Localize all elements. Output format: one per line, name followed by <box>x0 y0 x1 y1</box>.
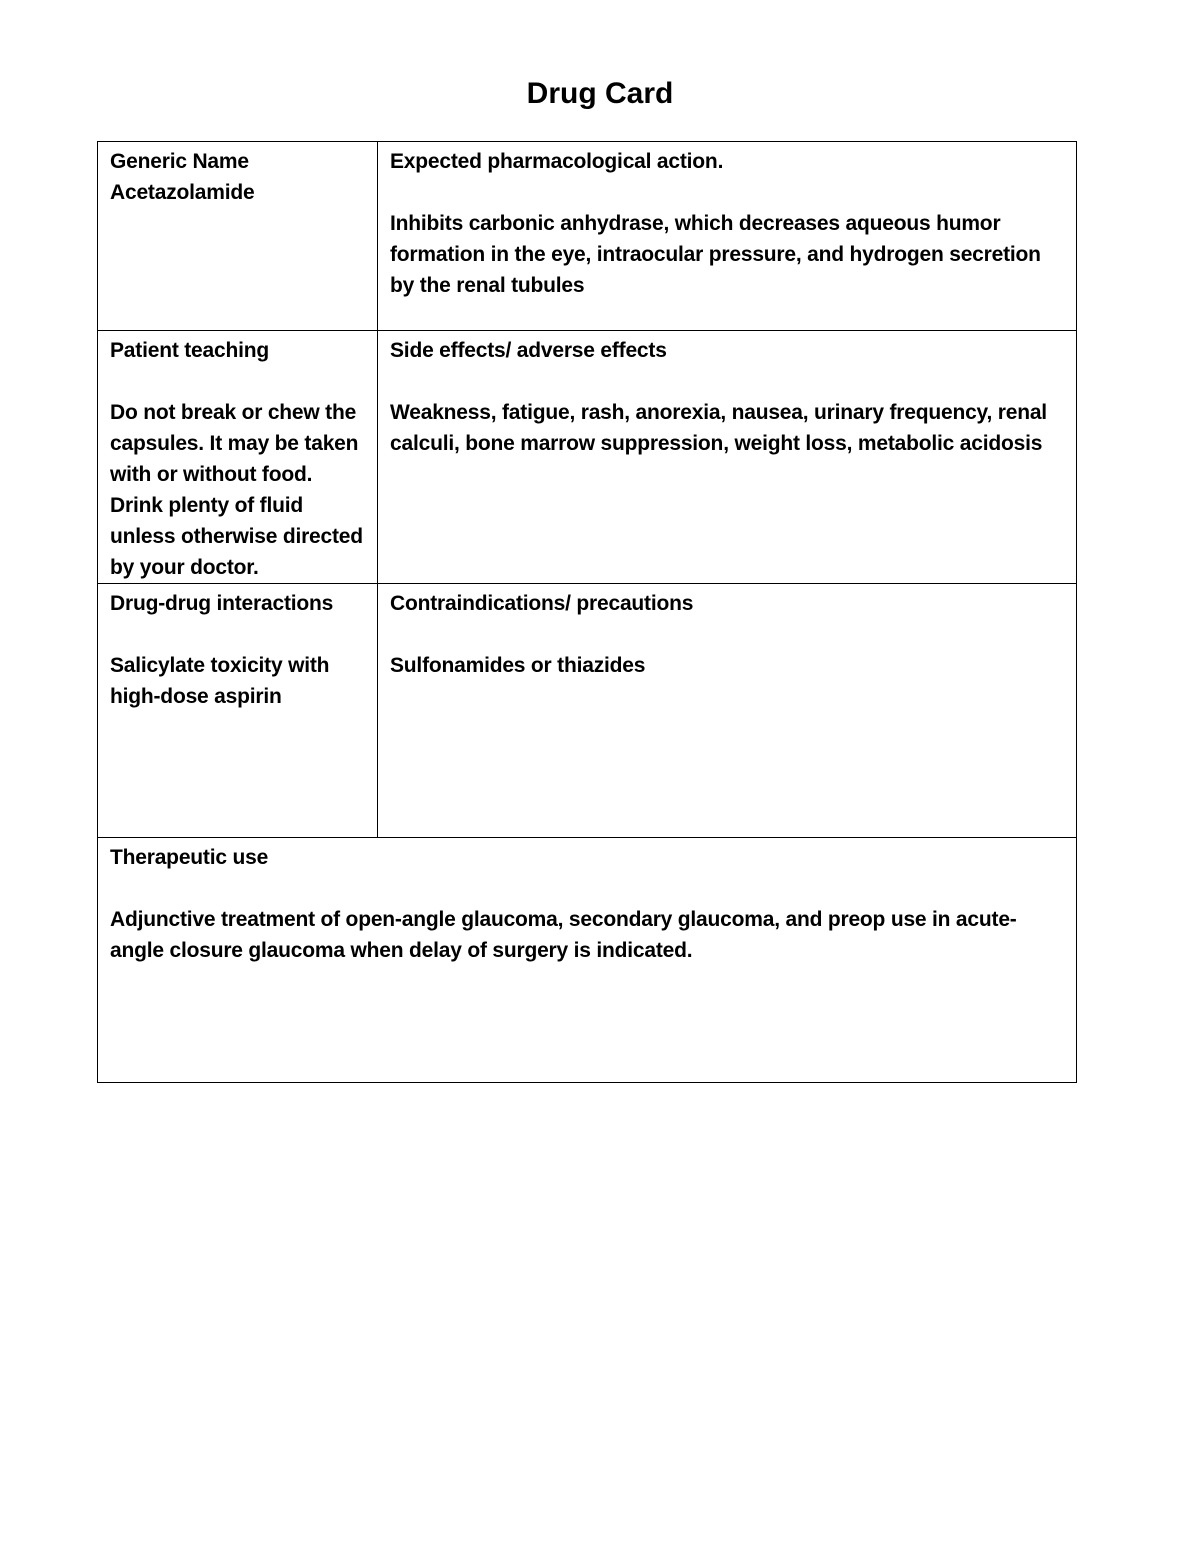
side-effects-text: Weakness, fatigue, rash, anorexia, nausea, urinary frequency, renal calculi, bone marrow suppression, weight loss, metabolic acidosis <box>390 401 1047 455</box>
table-row <box>98 584 1077 838</box>
therapeutic-use-cell <box>98 838 1077 1083</box>
contraindications-cell <box>378 584 1077 838</box>
spacer <box>390 366 1066 397</box>
pharmacological-action-label: Expected pharmacological action. <box>390 150 724 173</box>
spacer <box>390 177 1066 208</box>
table-row <box>98 331 1077 584</box>
table-row <box>98 142 1077 331</box>
pharmacological-action-text: Inhibits carbonic anhydrase, which decreases aqueous humor formation in the eye, intraocular pressure, and hydrogen secretion by the renal tubules <box>390 212 1041 297</box>
document-title: Drug Card <box>526 77 674 110</box>
spacer <box>390 619 1066 650</box>
generic-name-cell <box>98 142 378 331</box>
drug-interactions-label: Drug-drug interactions <box>110 592 334 615</box>
patient-teaching-cell <box>98 331 378 584</box>
drug-interactions-text: Salicylate toxicity with high-dose aspirin <box>110 654 330 708</box>
patient-teaching-text: Do not break or chew the capsules. It may be taken with or without food. Drink plenty of fluid unless otherwise directed by your doctor. <box>110 401 363 579</box>
therapeutic-use-text: Adjunctive treatment of open-angle glaucoma, secondary glaucoma, and preop use in acute-angle closure glaucoma when delay of surgery is indicated. <box>110 908 1017 962</box>
patient-teaching-label: Patient teaching <box>110 339 269 362</box>
therapeutic-use-label: Therapeutic use <box>110 846 269 869</box>
drug-card-table <box>97 141 1077 1083</box>
spacer <box>110 366 367 397</box>
drug-interactions-cell <box>98 584 378 838</box>
contraindications-label: Contraindications/ precautions <box>390 592 694 615</box>
spacer <box>110 619 367 650</box>
table-row <box>98 838 1077 1083</box>
generic-name-label: Generic Name <box>110 150 249 173</box>
generic-name-value: Acetazolamide <box>110 181 255 204</box>
contraindications-text: Sulfonamides or thiazides <box>390 654 646 677</box>
spacer <box>110 873 1066 904</box>
pharmacological-action-cell <box>378 142 1077 331</box>
side-effects-label: Side effects/ adverse effects <box>390 339 667 362</box>
side-effects-cell <box>378 331 1077 584</box>
